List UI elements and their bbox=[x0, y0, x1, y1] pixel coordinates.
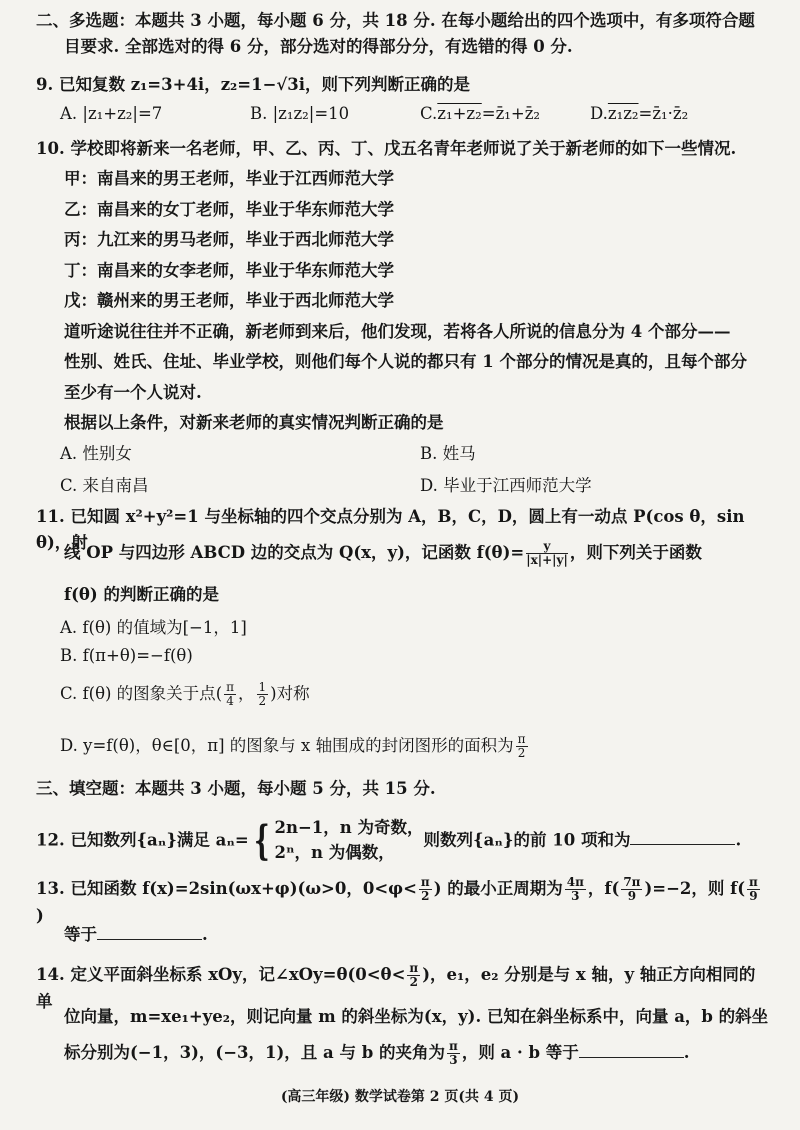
question-9-stem: 9. 已知复数 z₁=3+4i，z₂=1−√3i，则下列判断正确的是 bbox=[36, 75, 471, 94]
q11-c-text: C. f(θ) 的图象关于点 bbox=[60, 684, 216, 703]
q11-c-post: 对称 bbox=[276, 684, 310, 703]
q14-end: . bbox=[683, 1043, 690, 1062]
q13-frac3 bbox=[621, 876, 642, 902]
q10-statements bbox=[36, 164, 794, 439]
question-10-stem: 10. 学校即将新来一名老师，甲、乙、丙、丁、戊五名青年老师说了关于新老师的如下一些情况. bbox=[36, 139, 737, 158]
q9-c-prefix: C. bbox=[420, 104, 438, 123]
q9-option-c bbox=[420, 104, 540, 123]
q14-l3d: 3 bbox=[449, 1053, 458, 1067]
q11-l2-text: 线 OP 与四边形 ABCD 边的交点为 Q(x，y)，记函数 f(θ)= bbox=[64, 543, 525, 562]
q13-mid2: ，f( bbox=[587, 879, 620, 898]
q10-statement-wu: 戊：赣州来的男王老师，毕业于西北师范大学 bbox=[64, 291, 394, 310]
q11-frac-num: y bbox=[526, 540, 568, 554]
q11-d-num: π bbox=[517, 732, 526, 747]
q10-option-a: A. 性别女 bbox=[60, 444, 132, 463]
q12-cases bbox=[275, 816, 424, 866]
q9-d-overline: z₁z₂ bbox=[607, 104, 639, 123]
q12-case-odd: 2n−1，n 为奇数， bbox=[274, 818, 424, 837]
q12-case-even: 2ⁿ，n 为偶数， bbox=[274, 842, 395, 862]
q10-paragraph-1: 道听途说往往并不正确，新老师到来后，他们发现，若将各人所说的信息分为 4 个部分—— bbox=[64, 321, 731, 341]
q10-statement-jia: 甲：南昌来的男王老师，毕业于江西师范大学 bbox=[64, 169, 394, 188]
q14-frac1 bbox=[407, 962, 420, 988]
q12-pre: 12. 已知数列{aₙ}满足 aₙ= bbox=[36, 830, 249, 850]
q13-frac1 bbox=[419, 876, 432, 902]
q11-d-frac bbox=[516, 733, 528, 759]
q14-frac2 bbox=[447, 1040, 460, 1066]
q13-f1n: π bbox=[420, 875, 430, 890]
q11-c-frac1 bbox=[224, 681, 236, 707]
question-14-line3 bbox=[36, 1040, 794, 1067]
q11-d-den: 2 bbox=[517, 746, 526, 760]
q11-option-c: C. f(θ) 的图象关于点( $\frac{\pi}{4}$ ， $\frac{1}{2}$ )对称 bbox=[60, 680, 310, 708]
q13-mid3: )=−2，则 f( bbox=[644, 879, 746, 898]
section-3-heading: 三、填空题：本题共 3 小题，每小题 5 分，共 15 分. bbox=[36, 779, 436, 798]
question-12 bbox=[36, 816, 766, 866]
q9-option-a: A. |z₁+z₂|=7 bbox=[60, 104, 163, 123]
q9-c-rest: =z̄₁+z̄₂ bbox=[481, 104, 541, 123]
question-14-line2: 位向量，m=xe₁+ye₂，则记向量 m 的斜坐标为(x，y). 已知在斜坐标系中，向量 a，b 的斜坐 bbox=[64, 1007, 769, 1026]
q11-c-n2: 1 bbox=[258, 680, 267, 695]
q13-f3d: 9 bbox=[627, 889, 637, 903]
q13-f2d: 3 bbox=[571, 889, 580, 903]
q14-l3n: π bbox=[449, 1039, 458, 1054]
section-2-heading bbox=[36, 8, 766, 59]
q13-f4d: 9 bbox=[749, 889, 758, 903]
question-11-line3: f(θ) 的判断正确的是 bbox=[64, 585, 219, 604]
question-13 bbox=[36, 876, 766, 928]
q11-c-frac2 bbox=[257, 681, 269, 707]
q14-l1n: π bbox=[409, 961, 419, 976]
q13-pre: 13. 已知函数 f(x)=2sin(ωx+φ)(ω>0，0<φ< bbox=[36, 879, 417, 898]
q12-brace: { bbox=[253, 816, 270, 864]
q14-l3a: 标分别为(−1，3)，(−3，1)，且 a 与 b 的夹角为 bbox=[64, 1043, 446, 1062]
q11-c-d2: 2 bbox=[258, 694, 267, 708]
q13-f2n: 4π bbox=[566, 875, 584, 890]
q11-d-text: D. y=f(θ)，θ∈[0，π] 的图象与 x 轴围成的封闭图形的面积为 bbox=[60, 736, 514, 755]
q11-l2-tail: ，则下列关于函数 bbox=[569, 543, 702, 562]
q14-l1a: 14. 定义平面斜坐标系 xOy，记∠xOy=θ(0<θ< bbox=[36, 965, 406, 984]
q13-mid1: ) 的最小正周期为 bbox=[433, 879, 563, 898]
q13-mid4: ) bbox=[36, 905, 44, 925]
q13-l2: 等于 bbox=[64, 925, 97, 944]
q9-option-d bbox=[590, 104, 688, 123]
question-11-line2 bbox=[36, 540, 794, 567]
q11-c-n1: π bbox=[226, 680, 235, 695]
q11-fraction bbox=[526, 540, 568, 566]
q11-c-d1: 4 bbox=[226, 694, 234, 708]
q13-frac2 bbox=[565, 876, 586, 902]
section-2-heading-line2: 目要求. 全部选对的得 6 分，部分选对的得部分分，有选错的得 0 分. bbox=[64, 36, 573, 56]
q13-f1d: 2 bbox=[421, 889, 430, 903]
question-11-line1: 11. 已知圆 x²+y²=1 与坐标轴的四个交点分别为 A，B，C，D，圆上有一动点 P(cos θ，sin θ)，射 bbox=[36, 507, 745, 552]
q10-statement-bing: 丙：九江来的男马老师，毕业于西北师范大学 bbox=[64, 230, 394, 249]
q14-l1d: 2 bbox=[409, 975, 418, 989]
q12-answer-blank[interactable] bbox=[630, 830, 735, 845]
question-13-line2 bbox=[36, 922, 794, 948]
q13-answer-blank[interactable] bbox=[97, 925, 202, 940]
section-2-heading-line1: 二、多选题：本题共 3 小题，每小题 6 分，共 18 分. 在每小题给出的四个选项中，有多项符合题 bbox=[36, 11, 755, 30]
q13-end: . bbox=[202, 925, 208, 944]
q9-d-rest: =z̄₁·z̄₂ bbox=[638, 104, 689, 123]
q10-paragraph-4: 根据以上条件，对新来老师的真实情况判断正确的是 bbox=[64, 413, 444, 432]
q14-l1b: )，e₁，e₂ 分别是与 x 轴，y 轴正方向相同的单 bbox=[36, 965, 756, 1011]
q12-post: 则数列{aₙ}的前 10 项和为 bbox=[423, 830, 631, 850]
q9-d-prefix: D. bbox=[590, 104, 608, 123]
q10-paragraph-3: 至少有一个人说对. bbox=[64, 382, 202, 402]
q13-f4n: π bbox=[749, 875, 758, 890]
q11-option-b: B. f(π+θ)=−f(θ) bbox=[60, 646, 193, 665]
q10-paragraph-2: 性别、姓氏、住址、毕业学校，则他们每个人说的都只有 1 个部分的情况是真的，且每个部分 bbox=[64, 352, 747, 371]
q12-end: . bbox=[735, 830, 742, 850]
q10-statement-ding: 丁：南昌来的女李老师，毕业于华东师范大学 bbox=[64, 260, 394, 280]
q10-option-c: C. 来自南昌 bbox=[60, 476, 149, 495]
q11-frac-den: |x|+|y| bbox=[526, 553, 568, 567]
q10-option-d: D. 毕业于江西师范大学 bbox=[420, 476, 592, 495]
q13-f3n: 7π bbox=[623, 875, 641, 890]
q10-option-b: B. 姓马 bbox=[420, 444, 476, 463]
q13-frac4 bbox=[747, 876, 760, 902]
q11-option-a: A. f(θ) 的值域为[−1，1] bbox=[60, 618, 247, 637]
q14-answer-blank[interactable] bbox=[579, 1043, 684, 1058]
q9-c-overline: z₁+z₂ bbox=[437, 104, 482, 123]
q14-l3b: ，则 a · b 等于 bbox=[461, 1043, 579, 1062]
q9-option-b: B. |z₁z₂|=10 bbox=[250, 104, 350, 123]
page-footer: (高三年级) 数学试卷第 2 页(共 4 页) bbox=[280, 1089, 520, 1105]
q11-option-d bbox=[60, 732, 530, 760]
q10-statement-yi: 乙：南昌来的女丁老师，毕业于华东师范大学 bbox=[64, 199, 394, 219]
